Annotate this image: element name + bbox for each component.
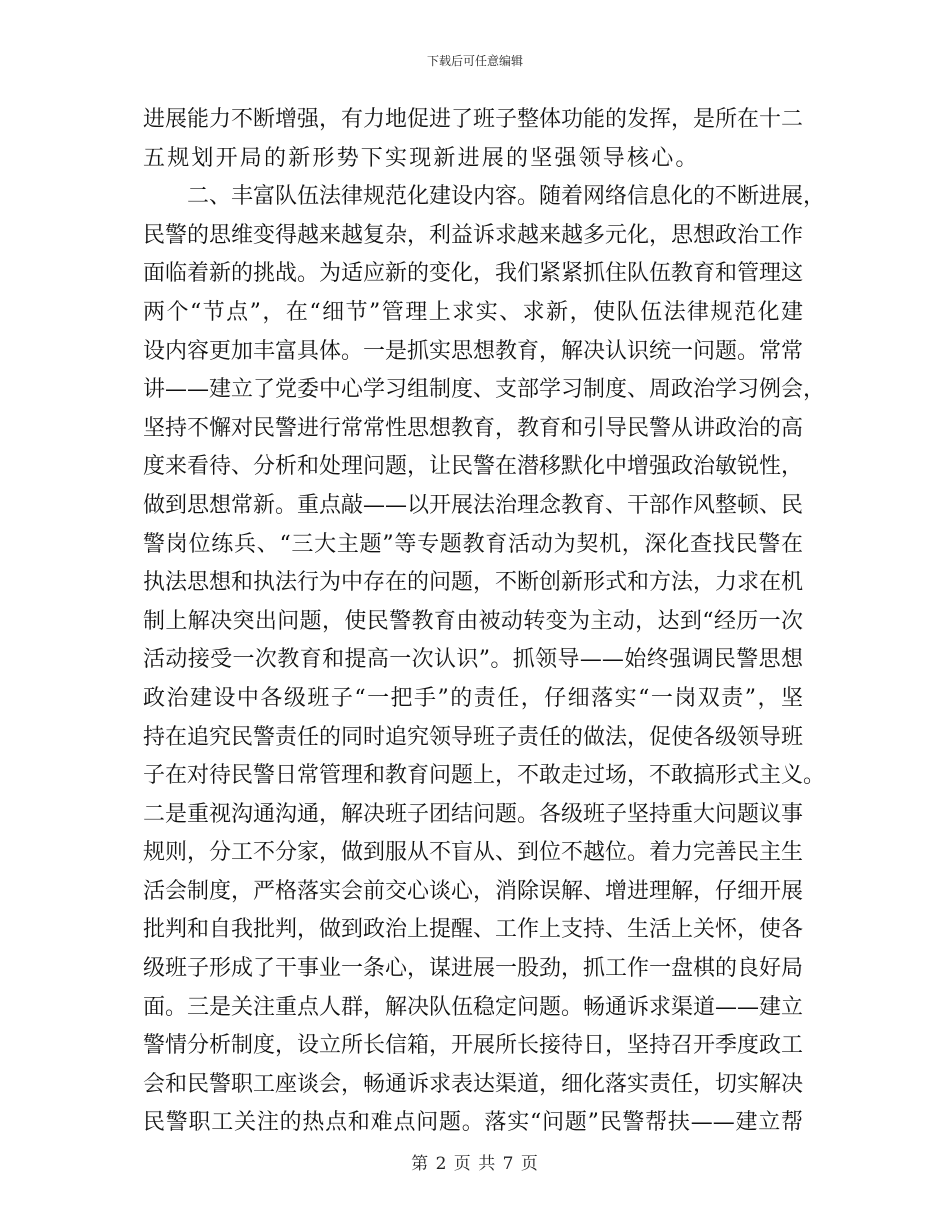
- text-line: 制上解决突出问题，使民警教育由被动转变为主动，达到“经历一次: [143, 608, 803, 634]
- text-line: 做到思想常新。重点敲——以开展法治理念教育、干部作风整顿、民: [143, 492, 804, 518]
- text-line: 警岗位练兵、“三大主题”等专题教育活动为契机，深化查找民警在: [143, 531, 803, 557]
- text-line: 规则，分工不分家，做到服从不盲从、到位不越位。着力完善民主生: [143, 840, 804, 866]
- text-line: 民警的思维变得越来越复杂，利益诉求越来越多元化，思想政治工作: [143, 222, 804, 248]
- text-line: 批判和自我批判，做到政治上提醒、工作上支持、生活上关怀，使各: [143, 917, 804, 943]
- text-line: 五规划开局的新形势下实现新进展的坚强领导核心。: [143, 145, 700, 171]
- text-line: 执法思想和执法行为中存在的问题，不断创新形式和方法，力求在机: [143, 570, 804, 596]
- text-line: 警情分析制度，设立所长信箱，开展所长接待日，坚持召开季度政工: [143, 1033, 804, 1059]
- page-header-note: 下载后可任意编辑: [426, 54, 523, 68]
- text-line: 讲——建立了党委中心学习组制度、支部学习制度、周政治学习例会，: [143, 377, 826, 403]
- text-line: 面。三是关注重点人群，解决队伍稳定问题。畅通诉求渠道——建立: [143, 994, 804, 1020]
- text-line: 坚持不懈对民警进行常常性思想教育，教育和引导民警从讲政治的高: [143, 415, 804, 441]
- document-body: [143, 101, 826, 1143]
- text-line: 会和民警职工座谈会，畅通诉求表达渠道，细化落实责任，切实解决: [143, 1071, 804, 1097]
- text-line: 度来看待、分析和处理问题，让民警在潜移默化中增强政治敏锐性，: [143, 454, 804, 480]
- text-line: 持在追究民警责任的同时追究领导班子责任的做法，促使各级领导班: [143, 724, 804, 750]
- section-heading-line: 二、丰富队伍法律规范化建设内容。随着网络信息化的不断进展，: [187, 184, 826, 210]
- text-line: 级班子形成了干事业一条心，谋进展一股劲，抓工作一盘棋的良好局: [143, 956, 804, 982]
- text-line: 政治建设中各级班子“一把手”的责任，仔细落实“一岗双责”，坚: [143, 685, 803, 711]
- text-line: 两个“节点”，在“细节”管理上求实、求新，使队伍法律规范化建: [143, 299, 803, 325]
- text-line: 设内容更加丰富具体。一是抓实思想教育，解决认识统一问题。常常: [143, 338, 804, 364]
- text-line: 进展能力不断增强，有力地促进了班子整体功能的发挥，是所在十二: [143, 107, 804, 132]
- text-line: 活会制度，严格落实会前交心谈心，消除误解、增进理解，仔细开展: [143, 878, 804, 904]
- page-number-footer: 第 2 页 共 7 页: [411, 1154, 539, 1174]
- text-line: 活动接受一次教育和提高一次认识”。抓领导——始终强调民警思想: [143, 647, 803, 673]
- text-line: 民警职工关注的热点和难点问题。落实“问题”民警帮扶——建立帮: [143, 1110, 803, 1136]
- text-line: 子在对待民警日常管理和教育问题上，不敢走过场，不敢搞形式主义。: [143, 763, 826, 789]
- text-line: 二是重视沟通沟通，解决班子团结问题。各级班子坚持重大问题议事: [143, 801, 804, 827]
- text-line: 面临着新的挑战。为适应新的变化，我们紧紧抓住队伍教育和管理这: [143, 261, 804, 287]
